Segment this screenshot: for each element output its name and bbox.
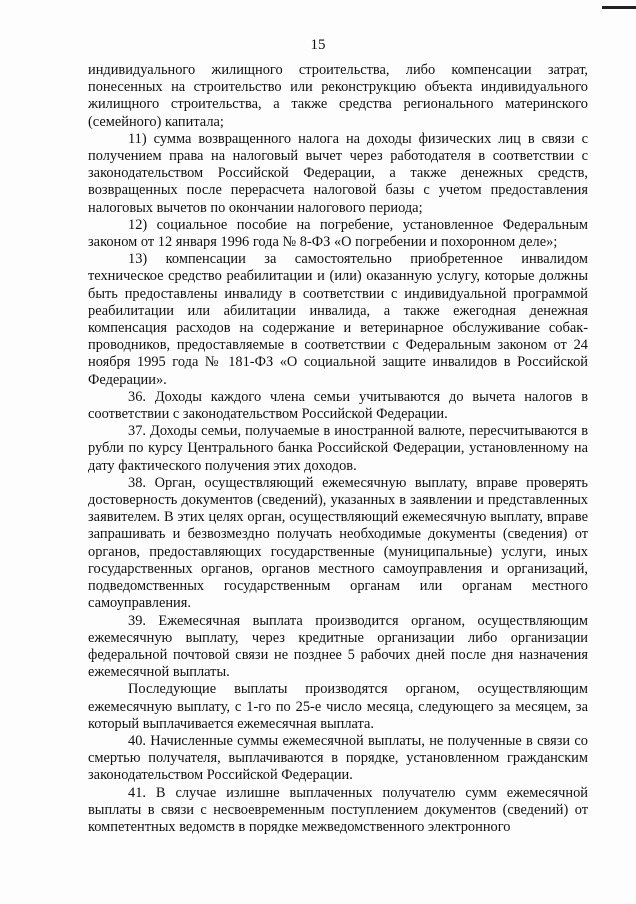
paragraph-39-continued: Последующие выплаты производятся органом, осуществляющим ежемесячную выплату, с 1-го по 25-е число месяца, следующего за месяцем, за который выплачивается ежемесячная выплата.: [88, 681, 588, 732]
paragraph-41: 41. В случае излишне выплаченных получателю сумм ежемесячной выплаты в связи с несвоевременным поступлением документов (сведений) от компетентных ведомств в порядке межведомственного электронного: [88, 784, 588, 835]
paragraph-item-13: 13) компенсации за самостоятельно приобретенное инвалидом техническое средство реабилитации и (или) оказанную услугу, которые должны быть предоставлены инвалиду в соответствии с индивидуальной программой реабилитации или абилитации инвалида, а также ежегодная денежная компенсация расходов на содержание и ветеринарное обслуживание собак-проводников, предоставляемые в соответствии с Федеральным законом от 24 ноября 1995 года № 181-ФЗ «О социальной защите инвалидов в Российской Федерации».: [88, 251, 588, 388]
paragraph-37: 37. Доходы семьи, получаемые в иностранной валюте, пересчитываются в рубли по курсу Центрального банка Российской Федерации, установленному на дату фактического получения этих доходов.: [88, 423, 588, 474]
paragraph-39: 39. Ежемесячная выплата производится органом, осуществляющим ежемесячную выплату, через кредитные организации либо организации федеральной почтовой связи не позднее 5 рабочих дней после дня назначения ежемесячной выплаты.: [88, 612, 588, 681]
paragraph-item-11: 11) сумма возвращенного налога на доходы физических лиц в связи с получением права на налоговый вычет через работодателя в соответствии с законодательством Российской Федерации, а также денежных средств, возвращенных после перерасчета налоговой базы с учетом предоставления налоговых вычетов по окончании налогового периода;: [88, 130, 588, 216]
paragraph-38: 38. Орган, осуществляющий ежемесячную выплату, вправе проверять достоверность документов (сведений), указанных в заявлении и представленных заявителем. В этих целях орган, осуществляющий ежемесячную выплату, вправе запрашивать и безвозмездно получать необходимые документы (сведения) от органов, предоставляющих государственные (муниципальные) услуги, иных государственных органов, органов местного самоуправления и организаций, подведомственных государственным органам или органам местного самоуправления.: [88, 474, 588, 612]
paragraph-continuation: индивидуального жилищного строительства, либо компенсации затрат, понесенных на строительство или реконструкцию объекта индивидуального жилищного строительства, а также средства регионального материнского (семейного) капитала;: [88, 62, 588, 130]
document-body: [88, 62, 588, 836]
page-number: 15: [310, 37, 326, 53]
paragraph-40: 40. Начисленные суммы ежемесячной выплаты, не полученные в связи со смертью получателя, выплачиваются в порядке, установленном гражданским законодательством Российской Федерации.: [88, 732, 588, 784]
paragraph-36: 36. Доходы каждого члена семьи учитываются до вычета налогов в соответствии с законодательством Российской Федерации.: [88, 388, 588, 423]
paragraph-item-12: 12) социальное пособие на погребение, установленное Федеральным законом от 12 января 1996 года № 8-ФЗ «О погребении и похоронном деле»;: [88, 216, 588, 251]
scan-edge-mark: [602, 6, 636, 9]
